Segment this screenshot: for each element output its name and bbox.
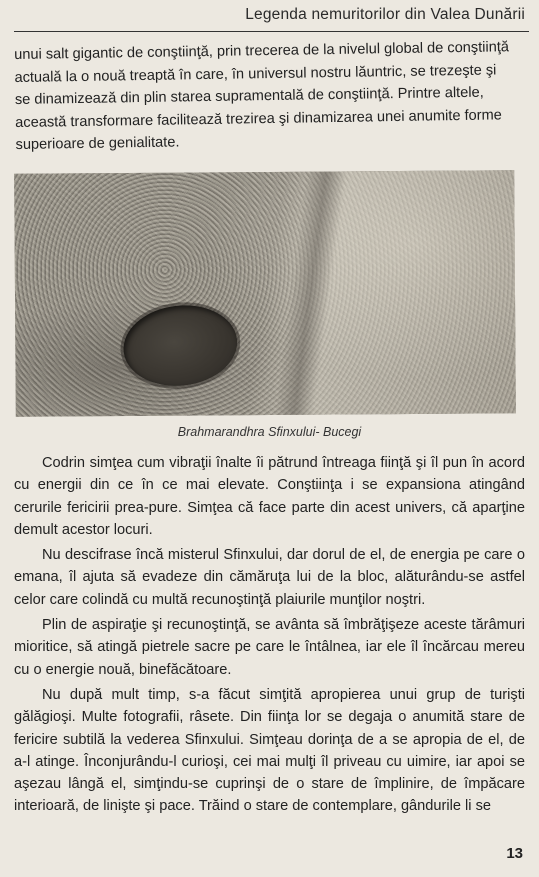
paragraph: Plin de aspiraţie şi recunoştinţă, se avânta să îmbrăţişeze aceste tărâmuri mioritice, să atingă pietrele sacre pe care le întâlnea, iar ele îl încărcau mereu cu o energie nouă, binefăcătoare. <box>14 617 525 678</box>
photo-texture <box>14 170 516 416</box>
intro-paragraph: unui salt gigantic de conştiinţă, prin trecerea de la nivelul global de conştiinţă actuală la o nouă treaptă în care, în universul nostru lăuntric, se trezeşte şi se dinamizează din plin starea supramentală de conştiinţă. Printre altele, această transformare facilitează trezirea şi dinamizarea unei anumite forme superioare de genialitate. <box>14 39 510 153</box>
running-header-title: Legenda nemuritorilor din Valea Dunării <box>245 6 525 23</box>
photo-caption: Brahmarandhra Sfinxului- Bucegi <box>177 425 362 439</box>
paragraph: Nu descifrase încă misterul Sfinxului, dar dorul de el, de energia pe care o emana, îl ajuta să evadeze din cămăruţa lui de la bloc, alăturându-se astfel celor care colindă cu multă recunoştinţă plaiurile munţilor noştri. <box>14 547 525 608</box>
paragraph: Codrin simţea cum vibraţii înalte îi pătrund întreaga fiinţă şi îl pun în acord cu energii din ce în ce mai elevate. Conştiinţa i se expansiona atingând cerurile fericirii prea-pure. Simţea că face parte din acest univers, că aparţine demult acestor locuri. <box>14 455 525 538</box>
page-number: 13 <box>506 845 523 862</box>
body-text <box>14 452 525 821</box>
paragraph: Nu după mult timp, s-a făcut simţită apropierea unui grup de turişti gălăgioşi. Multe fotografii, râsete. Din fiinţa lor se degaja o anumită stare de fericire subtilă la vederea Sfinxului. Simţeau dorinţa de a se apropia de el, de a-l atinge. Înconjurându-l curioşi, cei mai mulţi îl priveau cu uimire, iar apoi se aşezau lângă el, simţindu-se cuprinşi de o stare de împlinire, de împăcare interioară, de linişte şi pace. Trăind o stare de contemplare, gândurile li se <box>14 686 525 815</box>
sphinx-stone-photo <box>14 170 516 416</box>
header-rule <box>14 31 529 32</box>
